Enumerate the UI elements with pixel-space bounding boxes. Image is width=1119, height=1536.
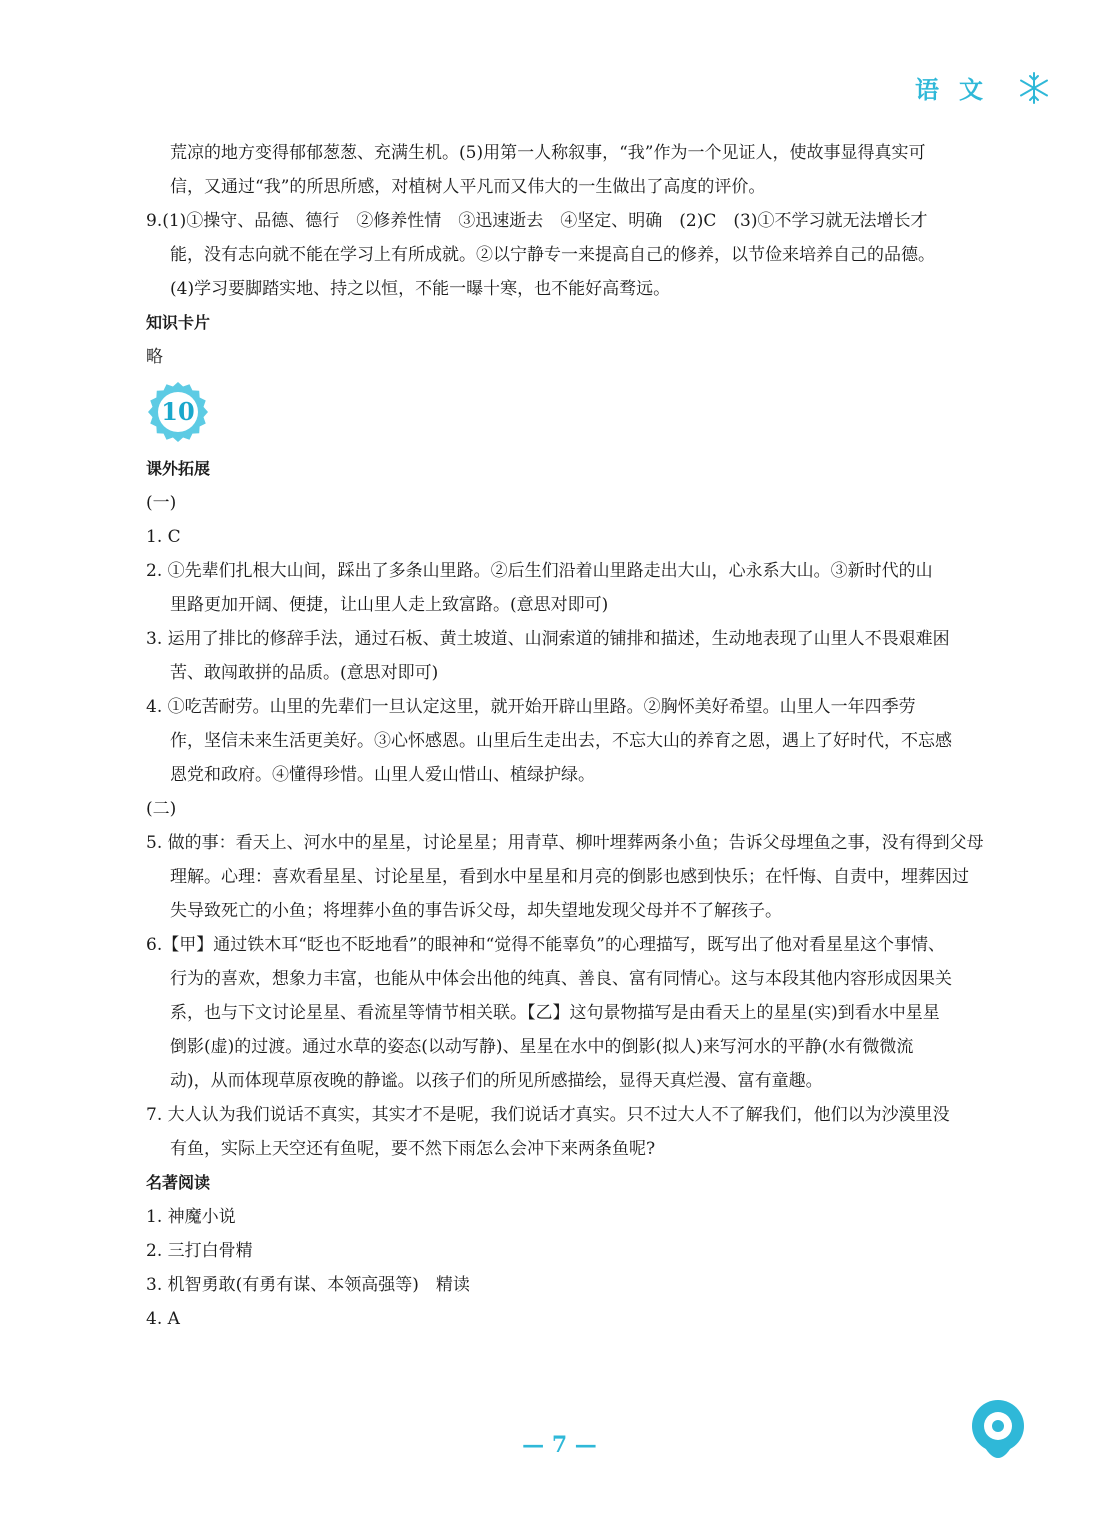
- badge-number: 10: [161, 397, 195, 426]
- answer-continuation-line: 行为的喜欢，想象力丰富，也能从中体会出他的纯真、善良、富有同情心。这与本段其他内容形成因果关: [170, 969, 952, 989]
- answer-item-line: 1. 神魔小说: [146, 1207, 236, 1227]
- answer-item-line: 9.(1)①操守、品德、德行 ②修养性情 ③迅速逝去 ④坚定、明确 (2)C (3)①不学习就无法增长才: [146, 211, 928, 231]
- answer-content: [146, 136, 1006, 1336]
- answer-item-line: 略: [146, 347, 163, 367]
- answer-item-line: 6.【甲】通过铁木耳“眨也不眨地看”的眼神和“觉得不能辜负”的心理描写，既写出了他对看星星这个事情、: [146, 935, 945, 955]
- answer-continuation-line: 作，坚信未来生活更美好。③心怀感恩。山里后生走出去，不忘大山的养育之恩，遇上了好时代，不忘感: [170, 731, 952, 751]
- answer-continuation-line: 信，又通过“我”的所思所感，对植树人平凡而又伟大的一生做出了高度的评价。: [170, 177, 766, 197]
- answer-item-line: 3. 机智勇敢(有勇有谋、本领高强等) 精读: [146, 1275, 470, 1295]
- lesson-number-badge: [146, 380, 210, 444]
- answer-item-line: (二): [146, 799, 177, 819]
- page-number: — 7 —: [522, 1432, 597, 1458]
- answer-item-line: 2. 三打白骨精: [146, 1241, 253, 1261]
- answer-continuation-line: 荒凉的地方变得郁郁葱葱、充满生机。(5)用第一人称叙事，“我”作为一个见证人，使故事显得真实可: [170, 143, 926, 163]
- answer-continuation-line: 苦、敢闯敢拼的品质。(意思对即可): [170, 663, 439, 683]
- answer-continuation-line: 失导致死亡的小鱼；将埋葬小鱼的事告诉父母，却失望地发现父母并不了解孩子。: [170, 901, 782, 921]
- answer-item-line: 3. 运用了排比的修辞手法，通过石板、黄土坡道、山洞索道的铺排和描述，生动地表现了山里人不畏艰难困: [146, 629, 950, 649]
- page-header: [915, 70, 1051, 105]
- section-heading: 课外拓展: [146, 459, 211, 478]
- answer-continuation-line: 系，也与下文讨论星星、看流星等情节相关联。【乙】这句景物描写是由看天上的星星(实)到看水中星星: [170, 1003, 940, 1023]
- answer-continuation-line: (4)学习要脚踏实地、持之以恒，不能一曝十寒，也不能好高骛远。: [170, 279, 671, 299]
- answer-item-line: 2. ①先辈们扎根大山间，踩出了多条山里路。②后生们沿着山里路走出大山，心永系大山。③新时代的山: [146, 561, 933, 581]
- answer-continuation-line: 恩党和政府。④懂得珍惜。山里人爱山惜山、植绿护绿。: [170, 765, 595, 785]
- answer-continuation-line: 动)，从而体现草原夜晚的静谧。以孩子们的所见所感描绘，显得天真烂漫、富有童趣。: [170, 1071, 823, 1091]
- answer-item-line: 4. A: [146, 1309, 180, 1329]
- section-heading: 名著阅读: [146, 1173, 211, 1192]
- answer-item-line: 5. 做的事：看天上、河水中的星星，讨论星星；用青草、柳叶埋葬两条小鱼；告诉父母埋鱼之事，没有得到父母: [146, 833, 984, 853]
- answer-item-line: 7. 大人认为我们说话不真实，其实才不是呢，我们说话才真实。只不过大人不了解我们，他们以为沙漠里没: [146, 1105, 950, 1125]
- answer-continuation-line: 倒影(虚)的过渡。通过水草的姿态(以动写静)、星星在水中的倒影(拟人)来写河水的平静(水有微微流: [170, 1037, 914, 1057]
- answer-item-line: 4. ①吃苦耐劳。山里的先辈们一旦认定这里，就开始开辟山里路。②胸怀美好希望。山里人一年四季劳: [146, 697, 916, 717]
- section-heading: 知识卡片: [146, 313, 211, 332]
- answer-continuation-line: 能，没有志向就不能在学习上有所成就。②以宁静专一来提高自己的修养，以节俭来培养自己的品德。: [170, 245, 935, 265]
- answer-item-line: 1. C: [146, 527, 181, 547]
- answer-continuation-line: 理解。心理：喜欢看星星、讨论星星，看到水中星星和月亮的倒影也感到快乐；在忏悔、自责中，埋葬因过: [170, 867, 969, 887]
- subject-title: 语文: [915, 76, 1003, 104]
- answer-continuation-line: 有鱼，实际上天空还有鱼呢，要不然下雨怎么会冲下来两条鱼呢?: [170, 1139, 656, 1159]
- snowflake-icon: [1017, 71, 1051, 105]
- answer-item-line: (一): [146, 493, 177, 513]
- answer-continuation-line: 里路更加开阔、便捷，让山里人走上致富路。(意思对即可): [170, 595, 609, 615]
